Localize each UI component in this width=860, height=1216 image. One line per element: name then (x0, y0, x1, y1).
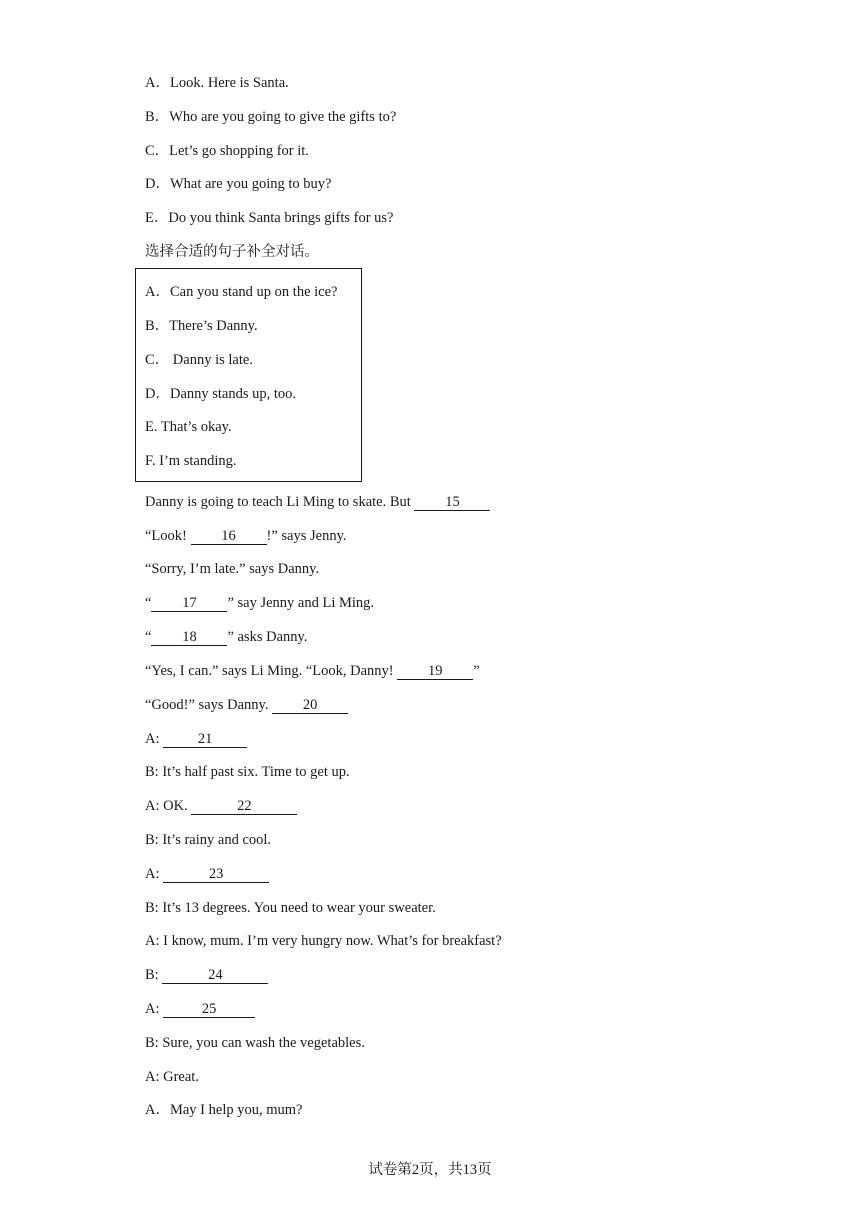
dialogue-line (145, 763, 350, 781)
line-text: B: (145, 967, 163, 983)
line-text: B: It’s rainy and cool. (145, 832, 272, 848)
dialogue-line (145, 797, 297, 815)
line-text: B: It’s 13 degrees. You need to wear your sweater. (145, 900, 436, 916)
dialogue-line (145, 1034, 365, 1052)
option-line: A．Look. Here is Santa. (145, 75, 289, 91)
box-option: B．There’s Danny. (145, 318, 258, 334)
answer-blank[interactable]: 19 (397, 663, 473, 680)
dialogue-line (145, 628, 307, 646)
answer-blank[interactable]: 20 (272, 697, 348, 714)
dialogue-line (145, 696, 348, 714)
dialogue-line (145, 493, 490, 511)
box-option: F. I’m standing. (145, 453, 237, 469)
page-footer: 试卷第2页，共13页 (368, 1162, 492, 1178)
answer-blank[interactable]: 21 (163, 731, 247, 748)
line-text: A: I know, mum. I’m very hungry now. What’s for breakfast? (145, 933, 502, 949)
box-option: E. That’s okay. (145, 419, 232, 435)
instruction: 选择合适的句子补全对话。 (145, 244, 319, 260)
line-text: A: Great. (145, 1069, 199, 1085)
dialogue-line (145, 730, 247, 748)
line-text: ” say Jenny and Li Ming. (227, 595, 375, 611)
line-text: !” says Jenny. (266, 528, 347, 544)
box-option: A．Can you stand up on the ice? (145, 284, 338, 300)
dialogue-line (145, 865, 269, 883)
dialogue-line (145, 527, 347, 545)
dialogue-line (145, 560, 319, 578)
answer-blank[interactable]: 15 (414, 494, 490, 511)
line-text: ” asks Danny. (227, 629, 308, 645)
dialogue-line (145, 831, 271, 849)
dialogue-line (145, 662, 480, 680)
box-option: C． Danny is late. (145, 352, 253, 368)
line-text: “Sorry, I’m late.” says Danny. (145, 561, 320, 577)
line-text: “Yes, I can.” says Li Ming. “Look, Danny! (145, 663, 398, 679)
answer-blank[interactable]: 18 (151, 629, 227, 646)
option-line: B．Who are you going to give the gifts to? (145, 109, 397, 125)
line-text: “ (145, 595, 152, 611)
option-line: D．What are you going to buy? (145, 176, 332, 192)
line-text: ” (473, 663, 480, 679)
dialogue-line (145, 594, 374, 612)
dialogue-line (145, 966, 268, 984)
answer-blank[interactable]: 22 (191, 798, 297, 815)
line-text: A: (145, 1001, 164, 1017)
option-line: E．Do you think Santa brings gifts for us? (145, 210, 394, 226)
line-text: A．May I help you, mum? (145, 1102, 303, 1118)
answer-blank[interactable]: 23 (163, 866, 269, 883)
answer-blank[interactable]: 16 (191, 528, 267, 545)
line-text: A: OK. (145, 798, 192, 814)
line-text: “ (145, 629, 152, 645)
line-text: B: It’s half past six. Time to get up. (145, 764, 350, 780)
options-box (135, 268, 362, 482)
dialogue-line (145, 1068, 199, 1086)
line-text: “Look! (145, 528, 191, 544)
answer-blank[interactable]: 24 (162, 967, 268, 984)
answer-blank[interactable]: 25 (163, 1001, 255, 1018)
dialogue-line (145, 932, 502, 950)
dialogue-line (145, 899, 436, 917)
box-option: D．Danny stands up, too. (145, 386, 297, 402)
line-text: A: (145, 866, 164, 882)
dialogue-line (145, 1101, 302, 1119)
line-text: “Good!” says Danny. (145, 697, 273, 713)
line-text: Danny is going to teach Li Ming to skate. But (145, 494, 415, 510)
line-text: B: Sure, you can wash the vegetables. (145, 1035, 365, 1051)
dialogue-line (145, 1000, 255, 1018)
line-text: A: (145, 731, 164, 747)
option-line: C．Let’s go shopping for it. (145, 143, 309, 159)
answer-blank[interactable]: 17 (151, 595, 227, 612)
